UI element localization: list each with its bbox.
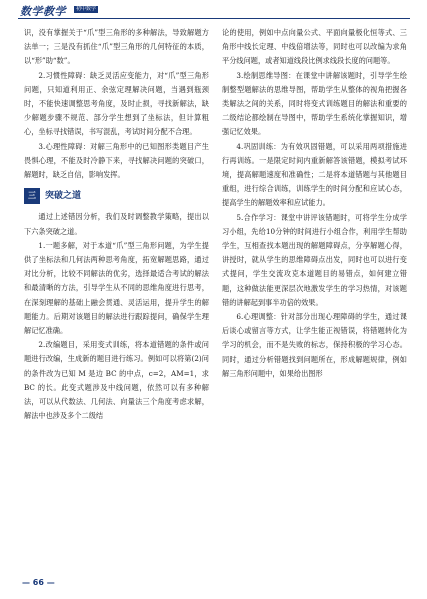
- paragraph: 2.习惯性障碍：缺乏灵活应变能力，对“爪”型三角形问题，只知道利用正、余弦定理解决问题，当遇到瓶颈时，不能快速调整思考角度，及时止损，寻找新解法，缺少解题步骤不规范、部分学生想到了坐标法，但计算粗心，坐标寻找错误，书写混乱，考试时间分配不合理。: [24, 70, 209, 137]
- header-divider: [18, 18, 410, 19]
- section-number: 三: [24, 188, 40, 204]
- paragraph: 2.改编题目，采用变式训练，将本道错题的条件或问题进行改编，生成新的题目进行练习。例如可以将第(2)问的条件改为已知 M 是边 BC 的中点，c=2，AM=1，求 BC 的长。此变式题涉及中线问题，依然可以有多种解法，可以从代数法、几何法、向量法三个角度考虑求解，解法中也涉及多个二级结: [24, 340, 209, 421]
- right-column: [222, 26, 407, 381]
- paragraph: 识，没有掌握关于“爪”型三角形的多种解法，导致解题方法单一；三是没有抓住“爪”型三角形的几何特征的本质，以“形”助“数”。: [24, 28, 209, 66]
- paragraph: 5.合作学习：课堂中讲评该错题时，可将学生分成学习小组，先给10分钟的时间进行小组合作，利用学生帮助学生，互相查找本题出现的解题障碍点，分享解题心得，讲授时，就从学生的思维障碍点出发，同时也可以进行变式提问，学生交流攻克本道题目的易错点，如何建立错题，这种做法能更深层次地激发学生的学习热情，对该题错的讲解起到事半功倍的效果。: [222, 212, 407, 307]
- paragraph: 6.心理调整：针对部分出现心理障碍的学生，通过课后谈心或留言等方式，让学生能正视错误，将错题转化为学习的机会，而不是失败的标志，保持积极的学习心态。同时，通过分析错题找到问题所在，形成解题规律，例如解三角形问题中，如果给出图形: [222, 312, 407, 378]
- paragraph: 3.心理性障碍：对解三角形中的已知图形类题目产生畏惧心理，不能及时冷静下来，寻找解决问题的突破口，解题时，缺乏自信，影响发挥。: [24, 141, 209, 180]
- paragraph: 通过上述错因分析，我们及时调整教学策略，提出以下六条突破之道。: [24, 212, 209, 236]
- left-column: [24, 26, 209, 423]
- paragraph: 1.一题多解，对于本道“爪”型三角形问题，为学生提供了坐标法和几何法两种思考角度，拓宽解题思路，通过对比分析，比较不同解法的优劣，选择最适合考试的解法和最清晰的方法，引导学生从不同的思维角度进行思考，在深刻理解的基础上融会贯通、灵活运用，提升学生的解题能力。后期对该题目的解法进行跟踪提问，确保学生理解记忆准确。: [24, 240, 209, 336]
- journal-brand-sub: 初中数学: [76, 6, 97, 12]
- paragraph: 4.巩固训练：为有效巩固错题，可以采用两项措施进行再训练。一是限定时间内重新解答该错题，模拟考试环境，提高解题速度和准确性；二是将本道错题与其他题目重组，进行综合训练，训练学生的时间分配和应试心态，提高学生的解题效率和应试能力。: [222, 141, 407, 208]
- journal-brand: 数学教学: [20, 5, 66, 18]
- page-number: — 66 —: [22, 578, 55, 587]
- section-heading: [24, 188, 209, 204]
- paragraph: 3.绘制思维导图：在课堂中讲解该题时，引导学生绘制整型题解法的思维导图，帮助学生从整体的视角把握各类解法之间的关系，同时将变式训练题目的解法和重要的二级结论都绘制在导图中，帮助学生系统化掌握知识，增强记忆效果。: [222, 70, 407, 137]
- page-header: [0, 0, 427, 22]
- paragraph: 论的使用，例如中点向量公式、平面向量极化恒等式、三角形中线长定理、中线倍增法等，同时也可以改编为求角平分线问题，或者知道线段比例求线段长度的问题等。: [222, 28, 407, 66]
- section-title: 突破之道: [45, 191, 82, 202]
